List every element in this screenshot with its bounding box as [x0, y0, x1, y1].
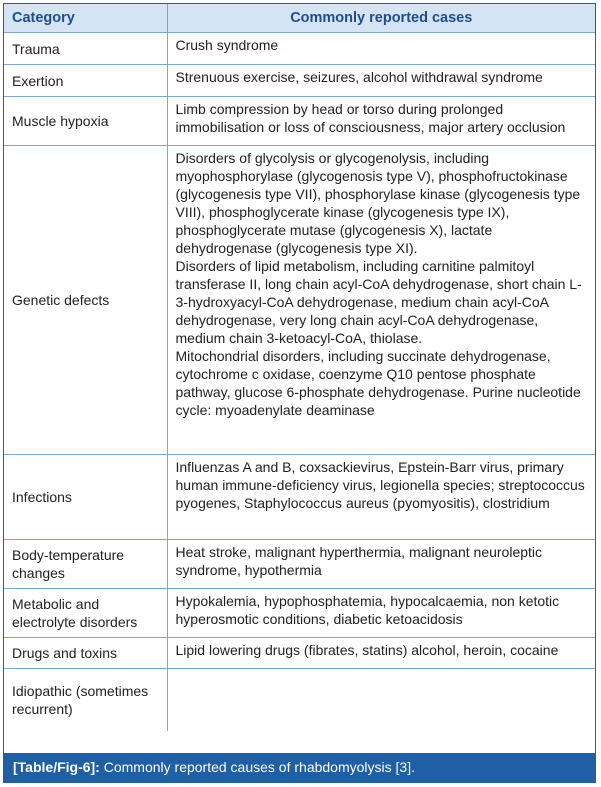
- table-row: [4, 669, 595, 732]
- cases-text: Limb compression by head or torso during prolonged immobilisation or loss of consciousness, major artery occlusion: [175, 101, 566, 135]
- cases-text: Heat stroke, malignant hyperthermia, malignant neuroleptic syndrome, hypothermia: [175, 544, 543, 578]
- category-cell: Trauma: [4, 33, 167, 65]
- category-cell: Genetic defects: [4, 146, 167, 455]
- cases-cell: [167, 589, 595, 638]
- cases-cell: [167, 638, 595, 669]
- table-figure: [3, 3, 596, 783]
- table-row: [4, 589, 595, 638]
- category-cell: Exertion: [4, 65, 167, 97]
- cases-cell: [167, 669, 595, 732]
- table-row: [4, 540, 595, 589]
- cases-text: Hypokalemia, hypophosphatemia, hypocalcaemia, non ketotic hyperosmotic conditions, diabetic ketoacidosis: [175, 593, 560, 627]
- cases-cell: [167, 455, 595, 540]
- category-cell: Body-temperature changes: [4, 540, 167, 589]
- cases-cell: [167, 146, 595, 455]
- table-row: [4, 97, 595, 146]
- table-row: [4, 638, 595, 669]
- header-cases: Commonly reported cases: [167, 4, 595, 33]
- table-row: [4, 146, 595, 455]
- cases-text: Strenuous exercise, seizures, alcohol withdrawal syndrome: [175, 69, 543, 85]
- table-row: [4, 33, 595, 65]
- category-cell: Idiopathic (sometimes recurrent): [4, 669, 167, 732]
- cases-text: Disorders of glycolysis or glycogenolysis, including myophosphorylase (glycogenosis type V), phosphofructokinase (glycogenesis type VII), phosphorylase kinase (glycogenesis type VIII), phosphoglycerate kinase (glycogenesis type IX), phosphoglycerate mutase (glycogenesis X), lactate dehydrogenase (glycogenesis type XI).: [175, 150, 581, 256]
- figure-caption: [4, 753, 595, 782]
- cases-cell: [167, 33, 595, 65]
- cases-text: Crush syndrome: [175, 37, 279, 53]
- cases-text: Mitochondrial disorders, including succinate dehydrogenase, cytochrome c oxidase, coenzyme Q10 pentose phosphate pathway, glucose 6-phosphate dehydrogenase. Purine nucleotide cycle: myoadenylate deaminase: [175, 348, 581, 418]
- header-category: Category: [4, 4, 167, 33]
- cases-cell: [167, 65, 595, 97]
- category-cell: Drugs and toxins: [4, 638, 167, 669]
- cases-cell: [167, 97, 595, 146]
- table-row: [4, 65, 595, 97]
- caption-text: Commonly reported causes of rhabdomyolysis [3].: [99, 759, 415, 775]
- cases-text: Disorders of lipid metabolism, including carnitine palmitoyl transferase II, long chain acyl-CoA dehydrogenase, short chain L-3-hydroxyacyl-CoA dehydrogenase, medium chain acyl-CoA dehydrogenase, very long chain acyl-CoA dehydrogenase, medium chain 3-ketoacyl-CoA, thiolase.: [175, 258, 582, 346]
- causes-table: [4, 4, 595, 731]
- table-row: [4, 455, 595, 540]
- category-cell: Infections: [4, 455, 167, 540]
- cases-cell: [167, 540, 595, 589]
- caption-label: [Table/Fig-6]:: [13, 759, 100, 775]
- cases-text: Influenzas A and B, coxsackievirus, Epstein-Barr virus, primary human immune-deficiency virus, legionella species; streptococcus pyogenes, Staphylococcus aureus (pyomyositis), clostridium: [175, 459, 585, 511]
- category-cell: Muscle hypoxia: [4, 97, 167, 146]
- category-cell: Metabolic and electrolyte disorders: [4, 589, 167, 638]
- cases-text: Lipid lowering drugs (fibrates, statins) alcohol, heroin, cocaine: [175, 642, 559, 658]
- table-header-row: [4, 4, 595, 33]
